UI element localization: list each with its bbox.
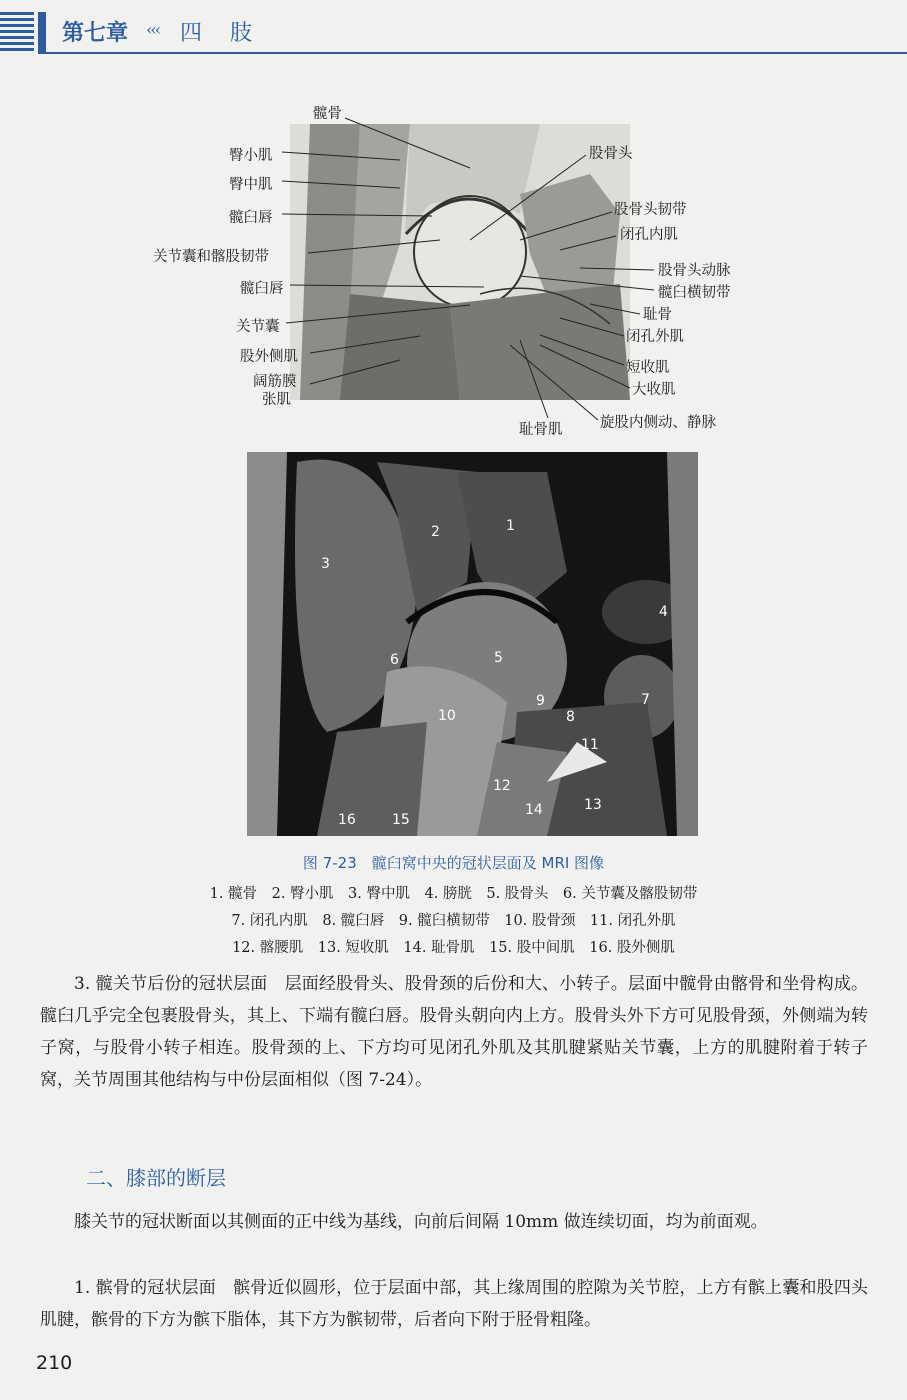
mri-drawing xyxy=(247,452,698,836)
mri-label-7: 7 xyxy=(641,692,650,708)
mri-label-3: 3 xyxy=(321,556,330,572)
label-adductor-brevis: 短收肌 xyxy=(626,360,670,376)
mri-label-11: 11 xyxy=(581,737,599,753)
label-vastus-lateralis: 股外侧肌 xyxy=(240,349,298,365)
label-femoral-head-artery: 股骨头动脉 xyxy=(658,263,731,279)
mri-label-2: 2 xyxy=(431,524,440,540)
paragraph-posterior-hip-section: 3. 髋关节后份的冠状层面 层面经股骨头、股骨颈的后份和大、小转子。层面中髋骨由髂骨和坐骨构成。髋臼几乎完全包裹股骨头，其上、下端有髋臼唇。股骨头朝向内上方。股骨头外下方可见股骨颈，外侧端为转子窝，与股骨小转子相连。股骨颈的上、下方均可见闭孔外肌及其肌腱紧贴关节囊，上方的肌腱附着于转子窝，关节周围其他结构与中份层面相似（图 7-24）。 xyxy=(40,974,868,1090)
mri-label-6: 6 xyxy=(390,652,399,668)
label-adductor-magnus: 大收肌 xyxy=(632,382,676,398)
figure-legend-line-1: 1. 髋骨 2. 臀小肌 3. 臀中肌 4. 膀胱 5. 股骨头 6. 关节囊及髂股韧带 xyxy=(209,886,698,902)
leader-lines xyxy=(0,0,907,460)
label-pubis: 耻骨 xyxy=(643,307,672,323)
figure-legend-line-3: 12. 髂腰肌 13. 短收肌 14. 耻骨肌 15. 股中间肌 16. 股外侧肌 xyxy=(232,940,675,956)
label-obturator-internus: 闭孔内肌 xyxy=(620,227,678,243)
label-medial-circumflex-vessels: 旋股内侧动、静脉 xyxy=(600,415,716,431)
mri-label-13: 13 xyxy=(584,797,602,813)
label-transverse-acetabular-ligament: 髋臼横韧带 xyxy=(658,285,731,301)
label-capsule-iliofemoral: 关节囊和髂股韧带 xyxy=(153,249,269,265)
mri-label-8: 8 xyxy=(566,709,575,725)
label-joint-capsule: 关节囊 xyxy=(236,319,280,335)
label-acetabular-labrum-upper: 髋臼唇 xyxy=(229,210,273,226)
mri-label-12: 12 xyxy=(493,778,511,794)
mri-label-14: 14 xyxy=(525,802,543,818)
label-obturator-externus: 闭孔外肌 xyxy=(626,329,684,345)
mri-label-10: 10 xyxy=(438,708,456,724)
section-heading: 二、膝部的断层 xyxy=(86,1166,226,1190)
mri-label-15: 15 xyxy=(392,812,410,828)
label-acetabular-labrum-lower: 髋臼唇 xyxy=(240,281,284,297)
label-tensor-fasciae-1: 阔筋膜 xyxy=(253,374,297,390)
mri-label-5: 5 xyxy=(494,650,503,666)
paragraph-knee-intro: 膝关节的冠状断面以其侧面的正中线为基线，向前后间隔 10mm 做连续切面，均为前面观。 xyxy=(74,1212,768,1232)
mri-image xyxy=(247,452,698,836)
mri-label-16: 16 xyxy=(338,812,356,828)
section-title: 四肢 xyxy=(180,21,281,46)
figure-legend-line-2: 7. 闭孔内肌 8. 髋臼唇 9. 髋臼横韧带 10. 股骨颈 11. 闭孔外肌 xyxy=(231,913,676,929)
paragraph-patella-section: 1. 髌骨的冠状层面 髌骨近似圆形，位于层面中部，其上缘周围的腔隙为关节腔，上方有髌上囊和股四头肌腱，髌骨的下方为髌下脂体，其下方为髌韧带，后者向下附于胫骨粗隆。 xyxy=(40,1278,868,1330)
label-pectineus: 耻骨肌 xyxy=(519,422,563,438)
mri-label-9: 9 xyxy=(536,693,545,709)
label-gluteus-minimus: 臀小肌 xyxy=(229,148,273,164)
label-ligament-femoral-head: 股骨头韧带 xyxy=(614,202,687,218)
chevrons-icon: ‹‹‹ xyxy=(146,20,160,39)
label-hip-bone: 髋骨 xyxy=(313,106,342,122)
figure-caption: 图 7-23 髋臼窝中央的冠状层面及 MRI 图像 xyxy=(302,854,605,872)
mri-label-1: 1 xyxy=(506,518,515,534)
chapter-title: 第七章 xyxy=(62,20,129,46)
page-number: 210 xyxy=(36,1352,73,1374)
label-femoral-head: 股骨头 xyxy=(589,146,633,162)
label-gluteus-medius: 臀中肌 xyxy=(229,177,273,193)
mri-label-4: 4 xyxy=(659,604,668,620)
label-tensor-fasciae-2: 张肌 xyxy=(262,392,291,408)
